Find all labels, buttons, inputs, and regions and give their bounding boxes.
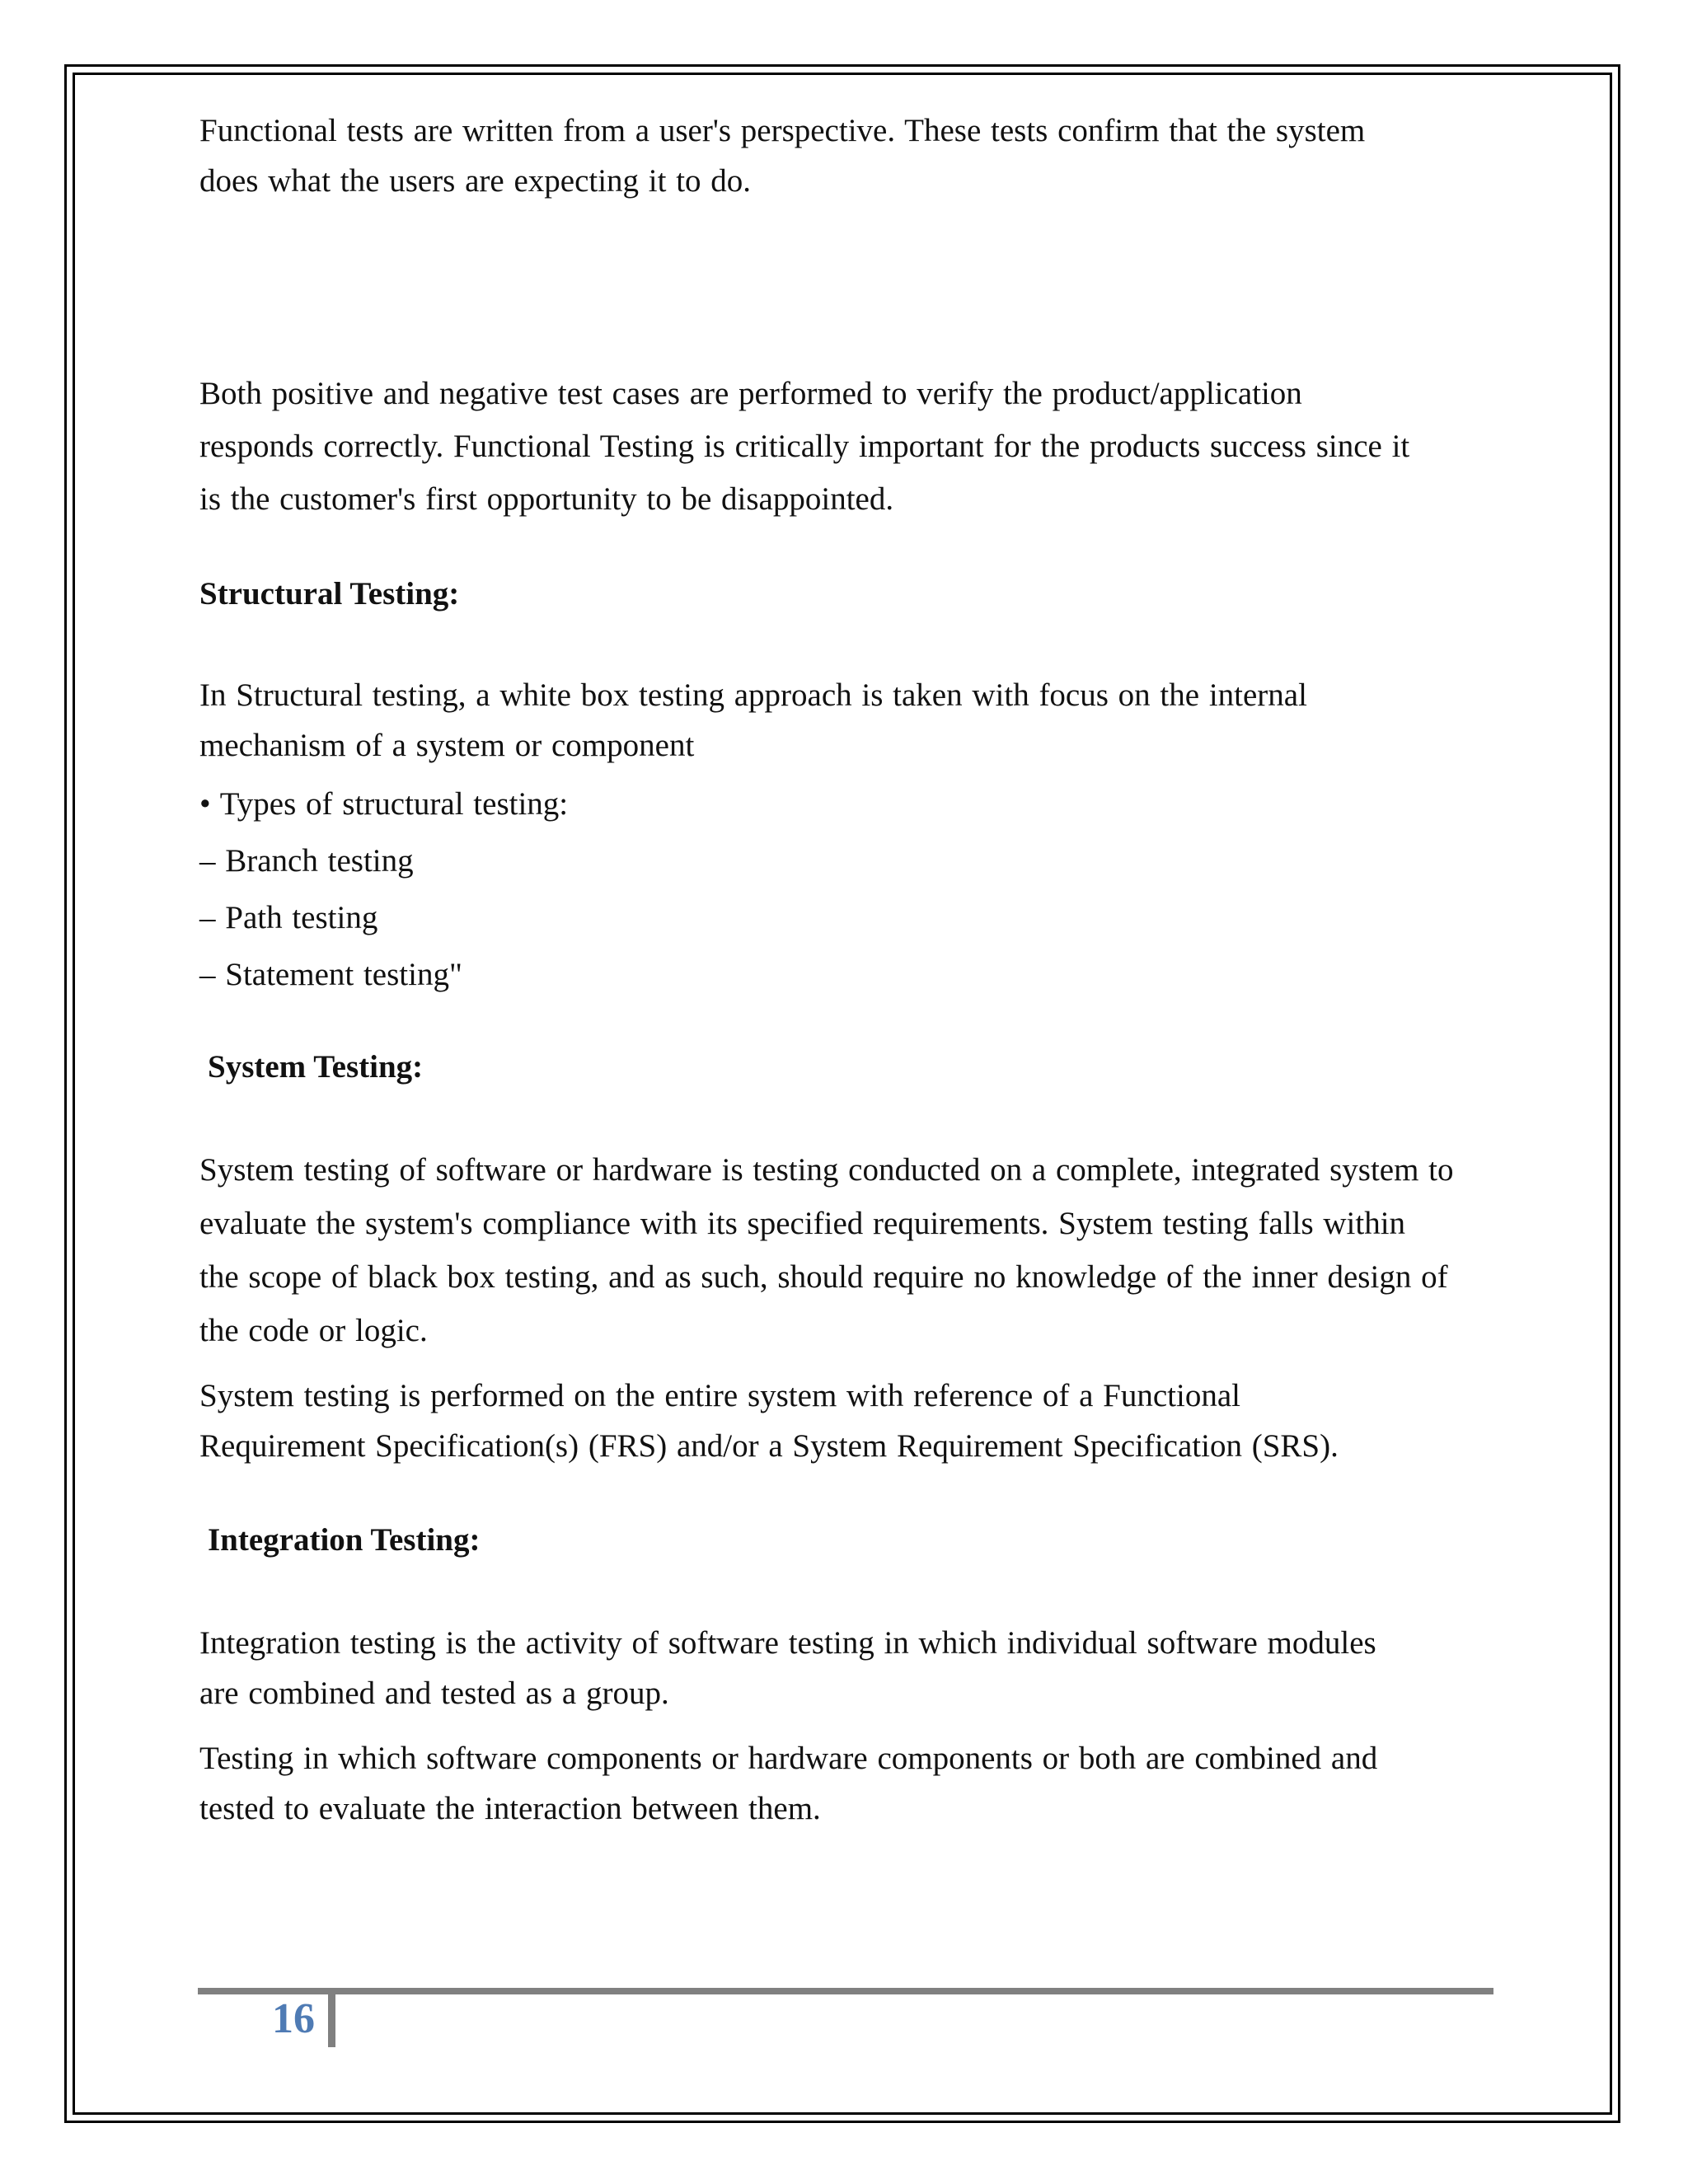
text-line: the scope of black box testing, and as such, should require no knowledge of the inner design of (199, 1259, 1448, 1295)
list-item: – Branch testing (199, 843, 414, 879)
text-line: are combined and tested as a group. (199, 1675, 669, 1711)
functional-intro-paragraph (199, 105, 1485, 206)
list-item: – Statement testing" (199, 957, 462, 992)
text-line: evaluate the system's compliance with its specified requirements. System testing falls within (199, 1206, 1406, 1241)
text-line: In Structural testing, a white box testing approach is taken with focus on the internal (199, 677, 1307, 713)
text-line: is the customer's first opportunity to be disappointed. (199, 481, 894, 517)
text-line: Requirement Specification(s) (FRS) and/or a System Requirement Specification (SRS). (199, 1428, 1339, 1464)
structural-testing-paragraph (199, 670, 1485, 771)
list-item: • Types of structural testing: (199, 786, 569, 822)
text-line: Functional tests are written from a user's perspective. These tests confirm that the system (199, 113, 1366, 148)
system-testing-paragraph-2 (199, 1371, 1485, 1471)
functional-details-paragraph (199, 368, 1485, 526)
text-line: tested to evaluate the interaction between them. (199, 1791, 821, 1826)
text-line: does what the users are expecting it to do. (199, 163, 752, 199)
integration-testing-paragraph-2 (199, 1733, 1485, 1834)
structural-testing-heading: Structural Testing: (199, 576, 460, 612)
text-line: the code or logic. (199, 1313, 428, 1348)
text-line: Both positive and negative test cases are performed to verify the product/application (199, 376, 1302, 411)
text-line: mechanism of a system or component (199, 728, 695, 763)
structural-testing-list (199, 776, 1485, 1003)
system-testing-heading: System Testing: (208, 1049, 424, 1085)
footer-rule (198, 1988, 1493, 1994)
text-line: System testing is performed on the entire system with reference of a Functional (199, 1378, 1240, 1413)
system-testing-paragraph-1 (199, 1143, 1485, 1357)
integration-testing-paragraph-1 (199, 1618, 1485, 1718)
footer-divider (328, 1994, 335, 2047)
list-item: – Path testing (199, 900, 378, 935)
integration-testing-heading: Integration Testing: (208, 1522, 481, 1558)
page-content (199, 105, 1485, 1834)
text-line: Testing in which software components or hardware components or both are combined and (199, 1741, 1378, 1776)
text-line: Integration testing is the activity of software testing in which individual software modules (199, 1625, 1376, 1661)
text-line: System testing of software or hardware is testing conducted on a complete, integrated system to (199, 1152, 1454, 1188)
text-line: responds correctly. Functional Testing is critically important for the products success since it (199, 429, 1410, 464)
page-number: 16 (272, 1995, 315, 2042)
